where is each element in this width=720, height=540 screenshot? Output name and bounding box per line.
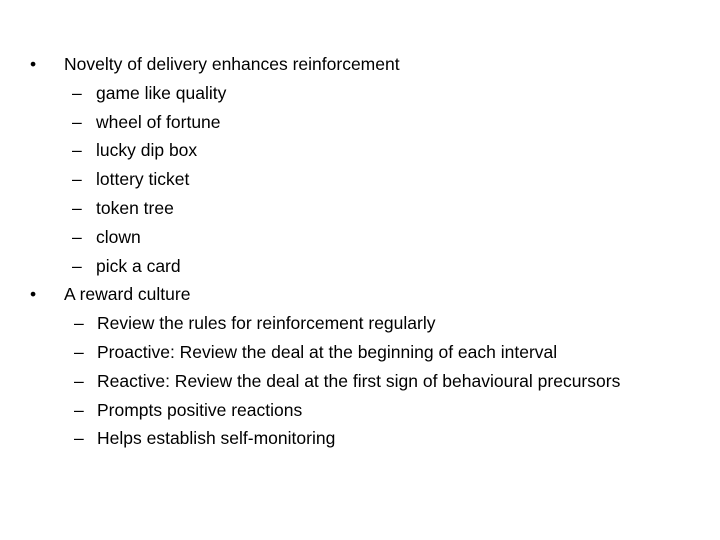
list-item-text: wheel of fortune (96, 111, 221, 132)
list-item (0, 424, 720, 453)
dash-marker: – (74, 313, 84, 334)
dash-marker: – (72, 111, 82, 132)
bullet-list (0, 50, 720, 453)
list-item (0, 396, 720, 425)
bullet-marker: • (30, 54, 37, 74)
dash-marker: – (74, 428, 84, 449)
list-item (0, 108, 720, 137)
dash-marker: – (72, 197, 82, 218)
list-item (0, 309, 720, 338)
list-item-text: lottery ticket (96, 169, 190, 190)
list-item-text: Review the rules for reinforcement regularly (97, 313, 436, 334)
dash-marker: – (74, 341, 84, 362)
bullet-marker: • (30, 284, 37, 305)
list-item-text: Prompts positive reactions (97, 399, 303, 420)
dash-marker: – (72, 140, 82, 161)
list-item-text: Proactive: Review the deal at the beginning of each interval (97, 341, 558, 362)
section-heading-text: Novelty of delivery enhances reinforcement (64, 54, 400, 74)
dash-marker: – (72, 255, 82, 276)
list-item (0, 252, 720, 281)
section-heading-novelty (0, 50, 720, 79)
dash-marker: – (72, 169, 82, 190)
dash-marker: – (74, 399, 84, 420)
section-heading-text: A reward culture (64, 284, 191, 305)
dash-marker: – (74, 370, 84, 391)
dash-marker: – (72, 226, 82, 247)
section-heading-reward-culture (0, 280, 720, 309)
list-item-text: game like quality (96, 82, 227, 103)
list-item (0, 165, 720, 194)
list-item-text: pick a card (96, 255, 181, 276)
list-item (0, 367, 720, 396)
list-item-text: token tree (96, 197, 174, 218)
list-item (0, 79, 720, 108)
dash-marker: – (72, 82, 82, 103)
list-item (0, 194, 720, 223)
list-item-text: Helps establish self-monitoring (97, 428, 336, 449)
list-item-text: clown (96, 226, 141, 247)
list-item-text: lucky dip box (96, 140, 198, 161)
list-item (0, 223, 720, 252)
list-item (0, 338, 720, 367)
list-item-text: Reactive: Review the deal at the first sign of behavioural precursors (97, 370, 621, 391)
list-item (0, 136, 720, 165)
